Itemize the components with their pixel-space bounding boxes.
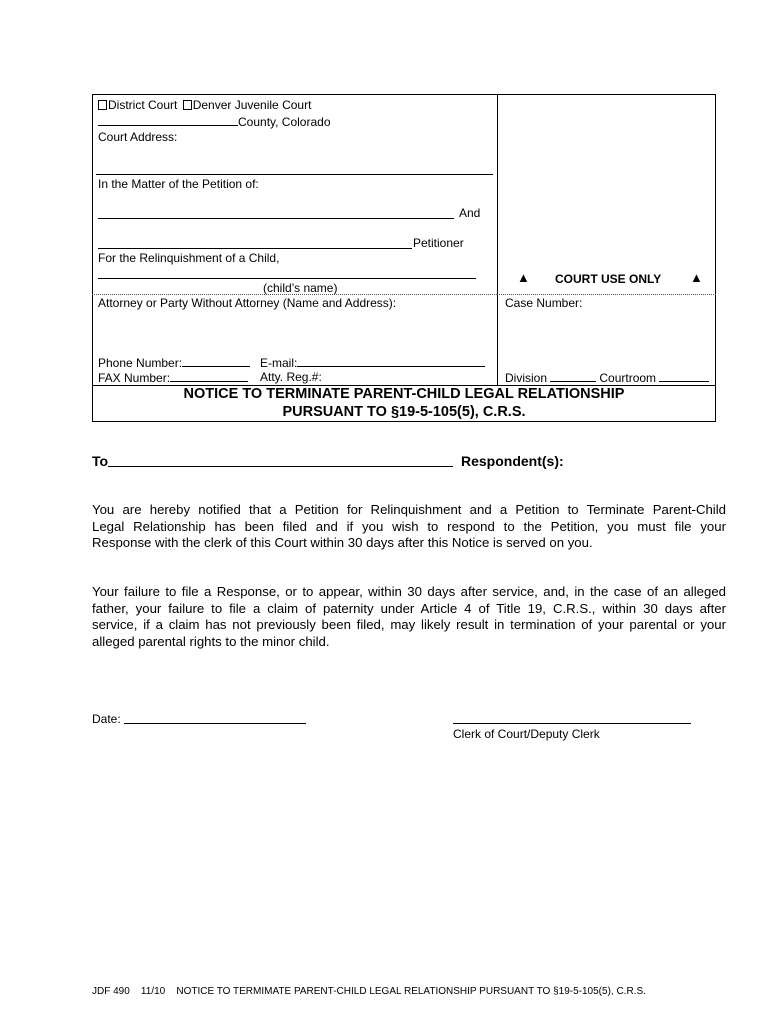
case-number-label: Case Number:	[505, 296, 583, 310]
child-name-blank[interactable]	[98, 278, 476, 279]
triangle-left-icon: ▲	[517, 270, 530, 285]
respondents-label: Respondent(s):	[461, 453, 564, 469]
county-label: County, Colorado	[238, 115, 331, 129]
notice-paragraph-2	[92, 584, 726, 650]
fax-label: FAX Number:	[98, 371, 171, 385]
paragraph-2-line: Your failure to file a Response, or to appear, within 30 days after service, and, in the case of an alleged	[92, 584, 726, 599]
clerk-signature-blank[interactable]	[453, 723, 691, 724]
paragraph-1-line: Response with the clerk of this Court within 30 days after this Notice is served on you.	[92, 535, 593, 550]
county-line	[98, 114, 331, 129]
footer	[92, 985, 646, 999]
email-blank[interactable]	[297, 355, 485, 367]
fax-blank[interactable]	[170, 370, 248, 382]
attorney-label: Attorney or Party Without Attorney (Name and Address):	[98, 296, 397, 310]
county-blank[interactable]	[98, 114, 238, 126]
notice-title-line2: PURSUANT TO §19-5-105(5), C.R.S.	[282, 404, 526, 420]
paragraph-1-line: Legal Relationship has been filed and if you wish to respond to the Petition, you must file your	[92, 518, 726, 534]
phone-line	[98, 355, 250, 370]
and-label: And	[459, 206, 481, 220]
denver-juvenile-court-label: Denver Juvenile Court	[192, 98, 312, 112]
court-options	[98, 98, 311, 112]
phone-label: Phone Number:	[98, 356, 183, 370]
court-address-label: Court Address:	[98, 130, 178, 144]
court-address-blank[interactable]	[96, 174, 493, 175]
atty-reg-label: Atty. Reg.#:	[260, 370, 322, 384]
footer-title: NOTICE TO TERMIMATE PARENT-CHILD LEGAL RELATIONSHIP PURSUANT TO §19-5-105(5), C.R.S.	[176, 986, 646, 997]
district-court-checkbox[interactable]	[98, 100, 107, 110]
relinquishment-label: For the Relinquishment of a Child,	[98, 251, 280, 265]
matter-of-label: In the Matter of the Petition of:	[98, 177, 259, 191]
petitioner-label: Petitioner	[413, 236, 464, 250]
division-blank[interactable]	[550, 370, 596, 382]
footer-form-id: JDF 490	[92, 986, 130, 997]
paragraph-2-line: alleged parental rights to the minor child.	[92, 633, 330, 649]
division-line	[505, 370, 709, 385]
courtroom-blank[interactable]	[659, 370, 709, 382]
clerk-label: Clerk of Court/Deputy Clerk	[453, 727, 600, 741]
paragraph-2-line: service, if a claim has not previously been filed, may likely result in termination of your parental or your	[92, 617, 726, 632]
to-label: To	[92, 453, 109, 469]
triangle-right-icon: ▲	[690, 270, 703, 285]
denver-juvenile-court-checkbox[interactable]	[183, 100, 192, 110]
district-court-label: District Court	[108, 98, 178, 112]
court-use-only-label: COURT USE ONLY	[555, 272, 662, 286]
phone-blank[interactable]	[182, 355, 250, 367]
respondent-name-blank[interactable]	[108, 466, 453, 467]
email-label: E-mail:	[260, 356, 298, 370]
date-label: Date:	[92, 712, 121, 726]
petitioner-2-blank[interactable]	[98, 248, 412, 249]
case-separator	[497, 294, 716, 295]
fax-line	[98, 370, 248, 385]
date-blank[interactable]	[124, 723, 306, 724]
paragraph-1-line: You are hereby notified that a Petition for Relinquishment and a Petition to Terminate Parent-Child	[92, 502, 726, 517]
notice-title-line1: NOTICE TO TERMINATE PARENT-CHILD LEGAL RELATIONSHIP	[183, 386, 625, 402]
child-name-label: (child’s name)	[263, 281, 338, 295]
courtroom-label: Courtroom	[599, 371, 657, 385]
email-line	[260, 355, 485, 370]
footer-revision: 11/10	[140, 986, 166, 997]
paragraph-2-line: father, your failure to file a claim of paternity under Article 4 of Title 19, C.R.S., within 30 days after	[92, 600, 726, 616]
caption-divider	[497, 94, 498, 386]
division-label: Division	[505, 371, 548, 385]
notice-paragraph-1	[92, 502, 726, 552]
petitioner-1-blank[interactable]	[98, 218, 454, 219]
